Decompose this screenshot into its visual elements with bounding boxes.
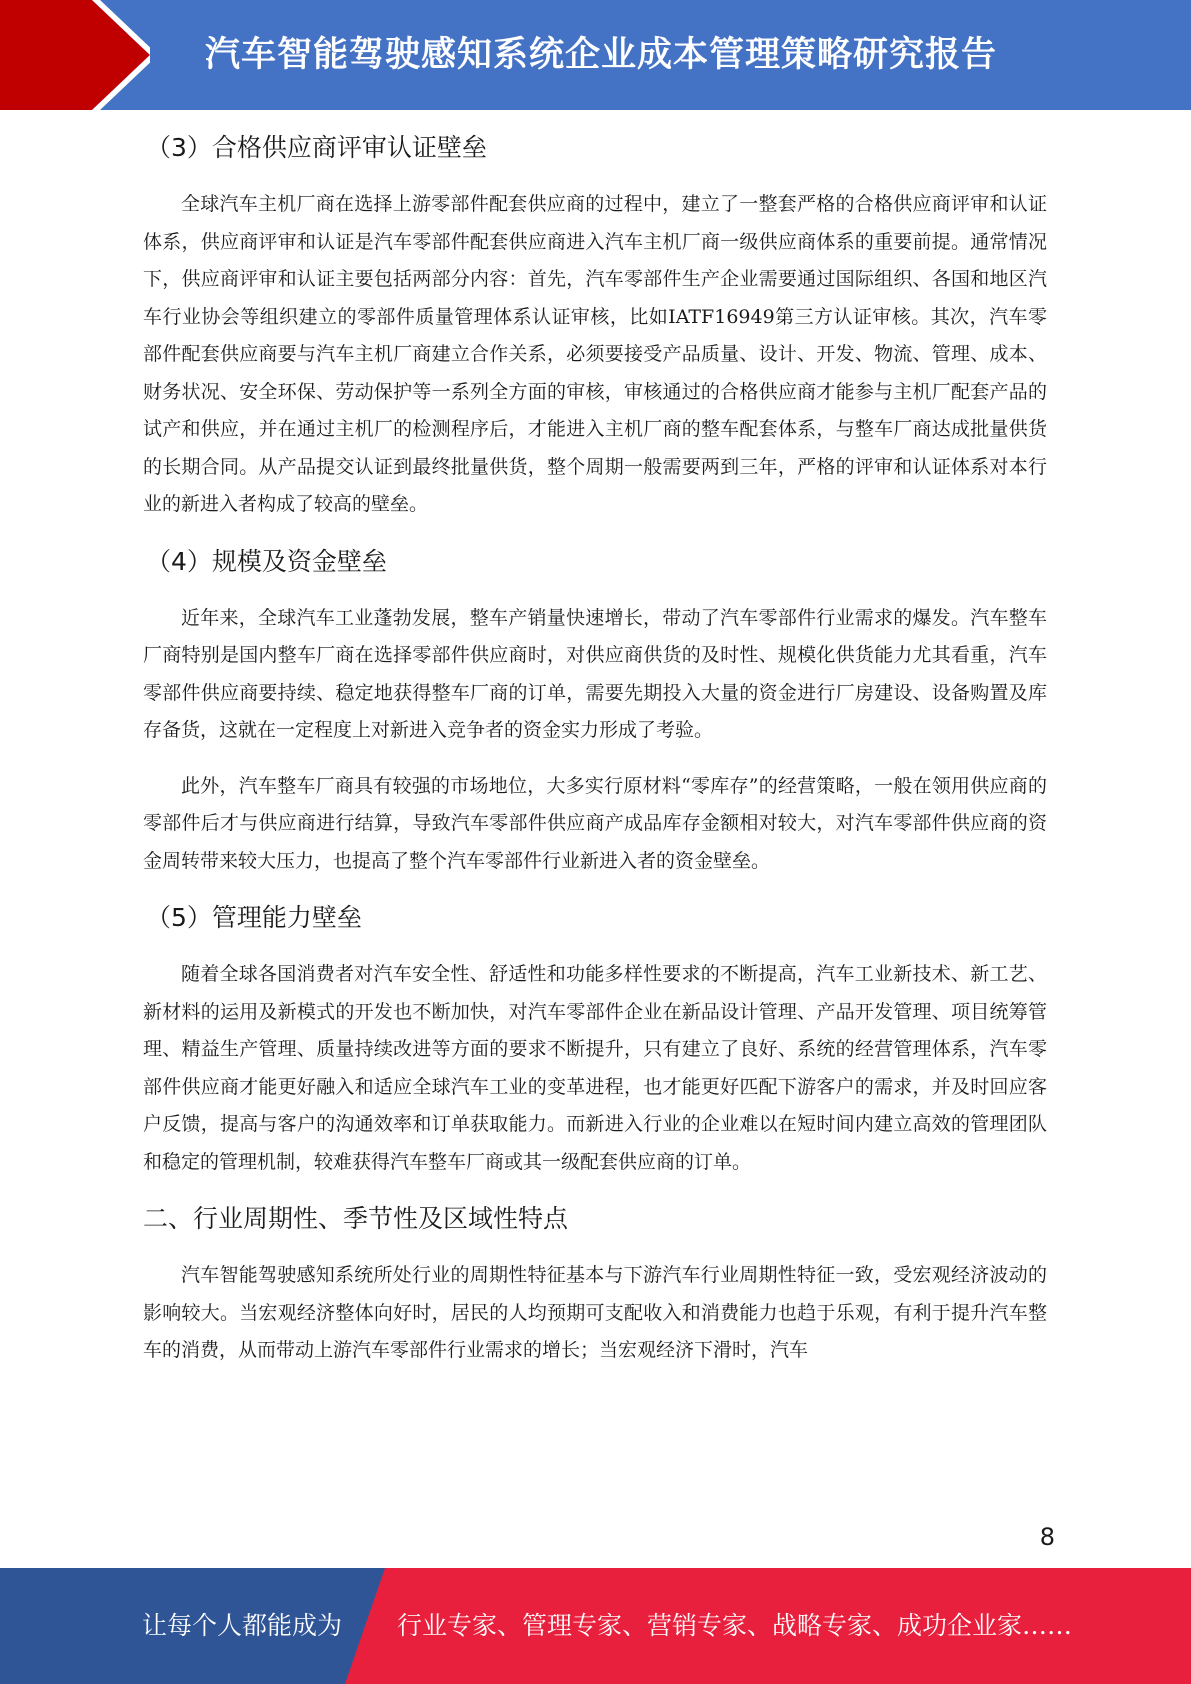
paragraph: 近年来，全球汽车工业蓬勃发展，整车产销量快速增长，带动了汽车零部件行业需求的爆发。汽车整车厂商特别是国内整车厂商在选择零部件供应商时，对供应商供货的及时性、规模化供货能力尤其看重，汽车零部件供应商要持续、稳定地获得整车厂商的订单，需要先期投入大量的资金进行厂房建设、设备购置及库存备货，这就在一定程度上对新进入竞争者的资金实力形成了考验。 [143,606,1047,741]
section-heading-4: （4）规模及资金壁垒 [146,546,387,576]
report-title: 汽车智能驾驶感知系统企业成本管理策略研究报告 [205,35,998,75]
footer-tagline: 行业专家、管理专家、营销专家、战略专家、成功企业家…… [397,1611,1073,1640]
page-footer [0,1568,1191,1684]
section-heading-5: （5）管理能力壁垒 [146,903,362,932]
page-number: 8 [1039,1523,1055,1551]
paragraph: 全球汽车主机厂商在选择上游零部件配套供应商的过程中，建立了一整套严格的合格供应商评审和认证体系，供应商评审和认证是汽车零部件配套供应商进入汽车主机厂商一级供应商体系的重要前提。通常情况下，供应商评审和认证主要包括两部分内容：首先，汽车零部件生产企业需要通过国际组织、各国和地区汽车行业协会等组织建立的零部件质量管理体系认证审核，比如IATF16949第三方认证审核。其次，汽车零部件配套供应商要与汽车主机厂商建立合作关系，必须要接受产品质量、设计、开发、物流、管理、成本、财务状况、安全环保、劳动保护等一系列全方面的审核，审核通过的合格供应商才能参与主机厂配套产品的试产和供应，并在通过主机厂的检测程序后，才能进入主机厂商的整车配套体系，与整车厂商达成批量供货的长期合同。从产品提交认证到最终批量供货，整个周期一般需要两到三年，严格的评审和认证体系对本行业的新进入者构成了较高的壁垒。 [143,193,1047,515]
page-header [0,0,1191,110]
paragraph: 此外，汽车整车厂商具有较强的市场地位，大多实行原材料“零库存”的经营策略，一般在领用供应商的零部件后才与供应商进行结算，导致汽车零部件供应商产成品库存金额相对较大，对汽车零部件供应商的资金周转带来较大压力，也提高了整个汽车零部件行业新进入者的资金壁垒。 [143,774,1047,872]
header-arrow-decoration [0,0,150,110]
report-body [143,122,1047,1370]
paragraph: 随着全球各国消费者对汽车安全性、舒适性和功能多样性要求的不断提高，汽车工业新技术、新工艺、新材料的运用及新模式的开发也不断加快，对汽车零部件企业在新品设计管理、产品开发管理、项目统筹管理、精益生产管理、质量持续改进等方面的要求不断提升，只有建立了良好、系统的经营管理体系，汽车零部件供应商才能更好融入和适应全球汽车工业的变革进程，也才能更好匹配下游客户的需求，并及时回应客户反馈，提高与客户的沟通效率和订单获取能力。而新进入行业的企业难以在短时间内建立高效的管理团队和稳定的管理机制，较难获得汽车整车厂商或其一级配套供应商的订单。 [143,963,1047,1173]
footer-slogan: 让每个人都能成为 [142,1611,343,1640]
section-heading-3: （3）合格供应商评审认证壁垒 [146,133,487,162]
paragraph: 汽车智能驾驶感知系统所处行业的周期性特征基本与下游汽车行业周期性特征一致，受宏观经济波动的影响较大。当宏观经济整体向好时，居民的人均预期可支配收入和消费能力也趋于乐观，有利于提升汽车整车的消费，从而带动上游汽车零部件行业需求的增长；当宏观经济下滑时，汽车 [143,1264,1047,1361]
chapter-heading: 二、行业周期性、季节性及区域性特点 [143,1204,569,1233]
